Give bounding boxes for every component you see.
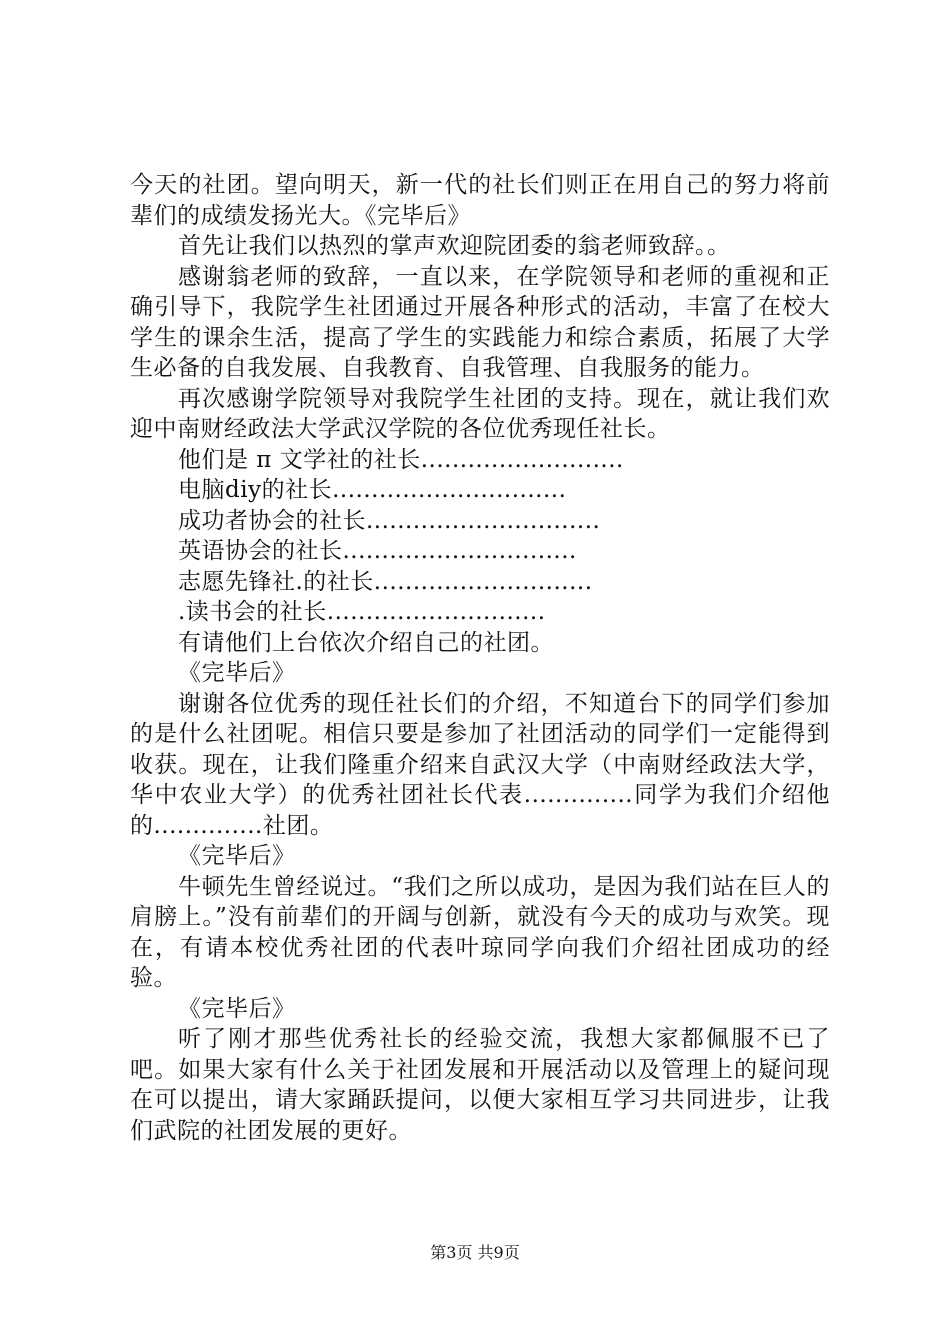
paragraph-thanks-presidents: 谢谢各位优秀的现任社长们的介绍，不知道台下的同学们参加的是什么社团呢。相信只要是参加了社团活动的同学们一定能得到收获。现在，让我们隆重介绍来自武汉大学（中南财经政法大学，华中农业大学）的优秀社团社长代表..............同学为我们介绍他的..............社团。 (130, 690, 830, 839)
paragraph-after-marker: 《完毕后》 (178, 995, 296, 1022)
list-item-club-volunteer: 志愿先锋社.的社长............................ (178, 568, 593, 595)
list-item-club-literature: 他们是 π 文学社的社长.......................... (178, 446, 624, 473)
paragraph-questions: 听了刚才那些优秀社长的经验交流，我想大家都佩服不已了吧。如果大家有什么关于社团发展和开展活动以及管理上的疑问现在可以提出，请大家踊跃提问，以便大家相互学习共同进步，让我们武院的社团发展的更好。 (130, 1026, 830, 1144)
list-item-club-english: 英语协会的社长.............................. (178, 538, 577, 564)
paragraph-after-marker: 《完毕后》 (178, 660, 296, 686)
paragraph-thanks-speech: 感谢翁老师的致辞，一直以来，在学院领导和老师的重视和正确引导下，我院学生社团通过开展各种形式的活动，丰富了在校大学生的课余生活，提高了学生的实践能力和综合素质，拓展了大学生必备的自我发展、自我教育、自我管理、自我服务的能力。 (130, 263, 830, 381)
list-item-club-computer: 电脑diy的社长.............................. (178, 477, 567, 503)
paragraph-newton-quote: 牛顿先生曾经说过。“我们之所以成功，是因为我们站在巨人的肩膀上。”没有前辈们的开阔与创新，就没有今天的成功与欢笑。现在，有请本校优秀社团的代表叶琼同学向我们介绍社团成功的经验。 (130, 873, 830, 991)
paragraph-invite-intro: 有请他们上台依次介绍自己的社团。 (178, 629, 554, 656)
list-item-club-reading: .读书会的社长............................ (178, 599, 546, 625)
paragraph-welcome-teacher: 首先让我们以热烈的掌声欢迎院团委的翁老师致辞。。 (178, 233, 731, 259)
paragraph-after-marker: 《完毕后》 (178, 843, 296, 869)
paragraph-opening: 今天的社团。望向明天，新一代的社长们则正在用自己的努力将前辈们的成绩发扬光大。《完毕后》 (130, 172, 830, 229)
document-body (130, 170, 830, 1146)
list-item-club-success: 成功者协会的社长.............................. (178, 507, 601, 534)
page-number-footer: 第3页 共9页 (430, 1243, 520, 1262)
paragraph-welcome-presidents: 再次感谢学院领导对我院学生社团的支持。现在，就让我们欢迎中南财经政法大学武汉学院的各位优秀现任社长。 (130, 385, 830, 442)
